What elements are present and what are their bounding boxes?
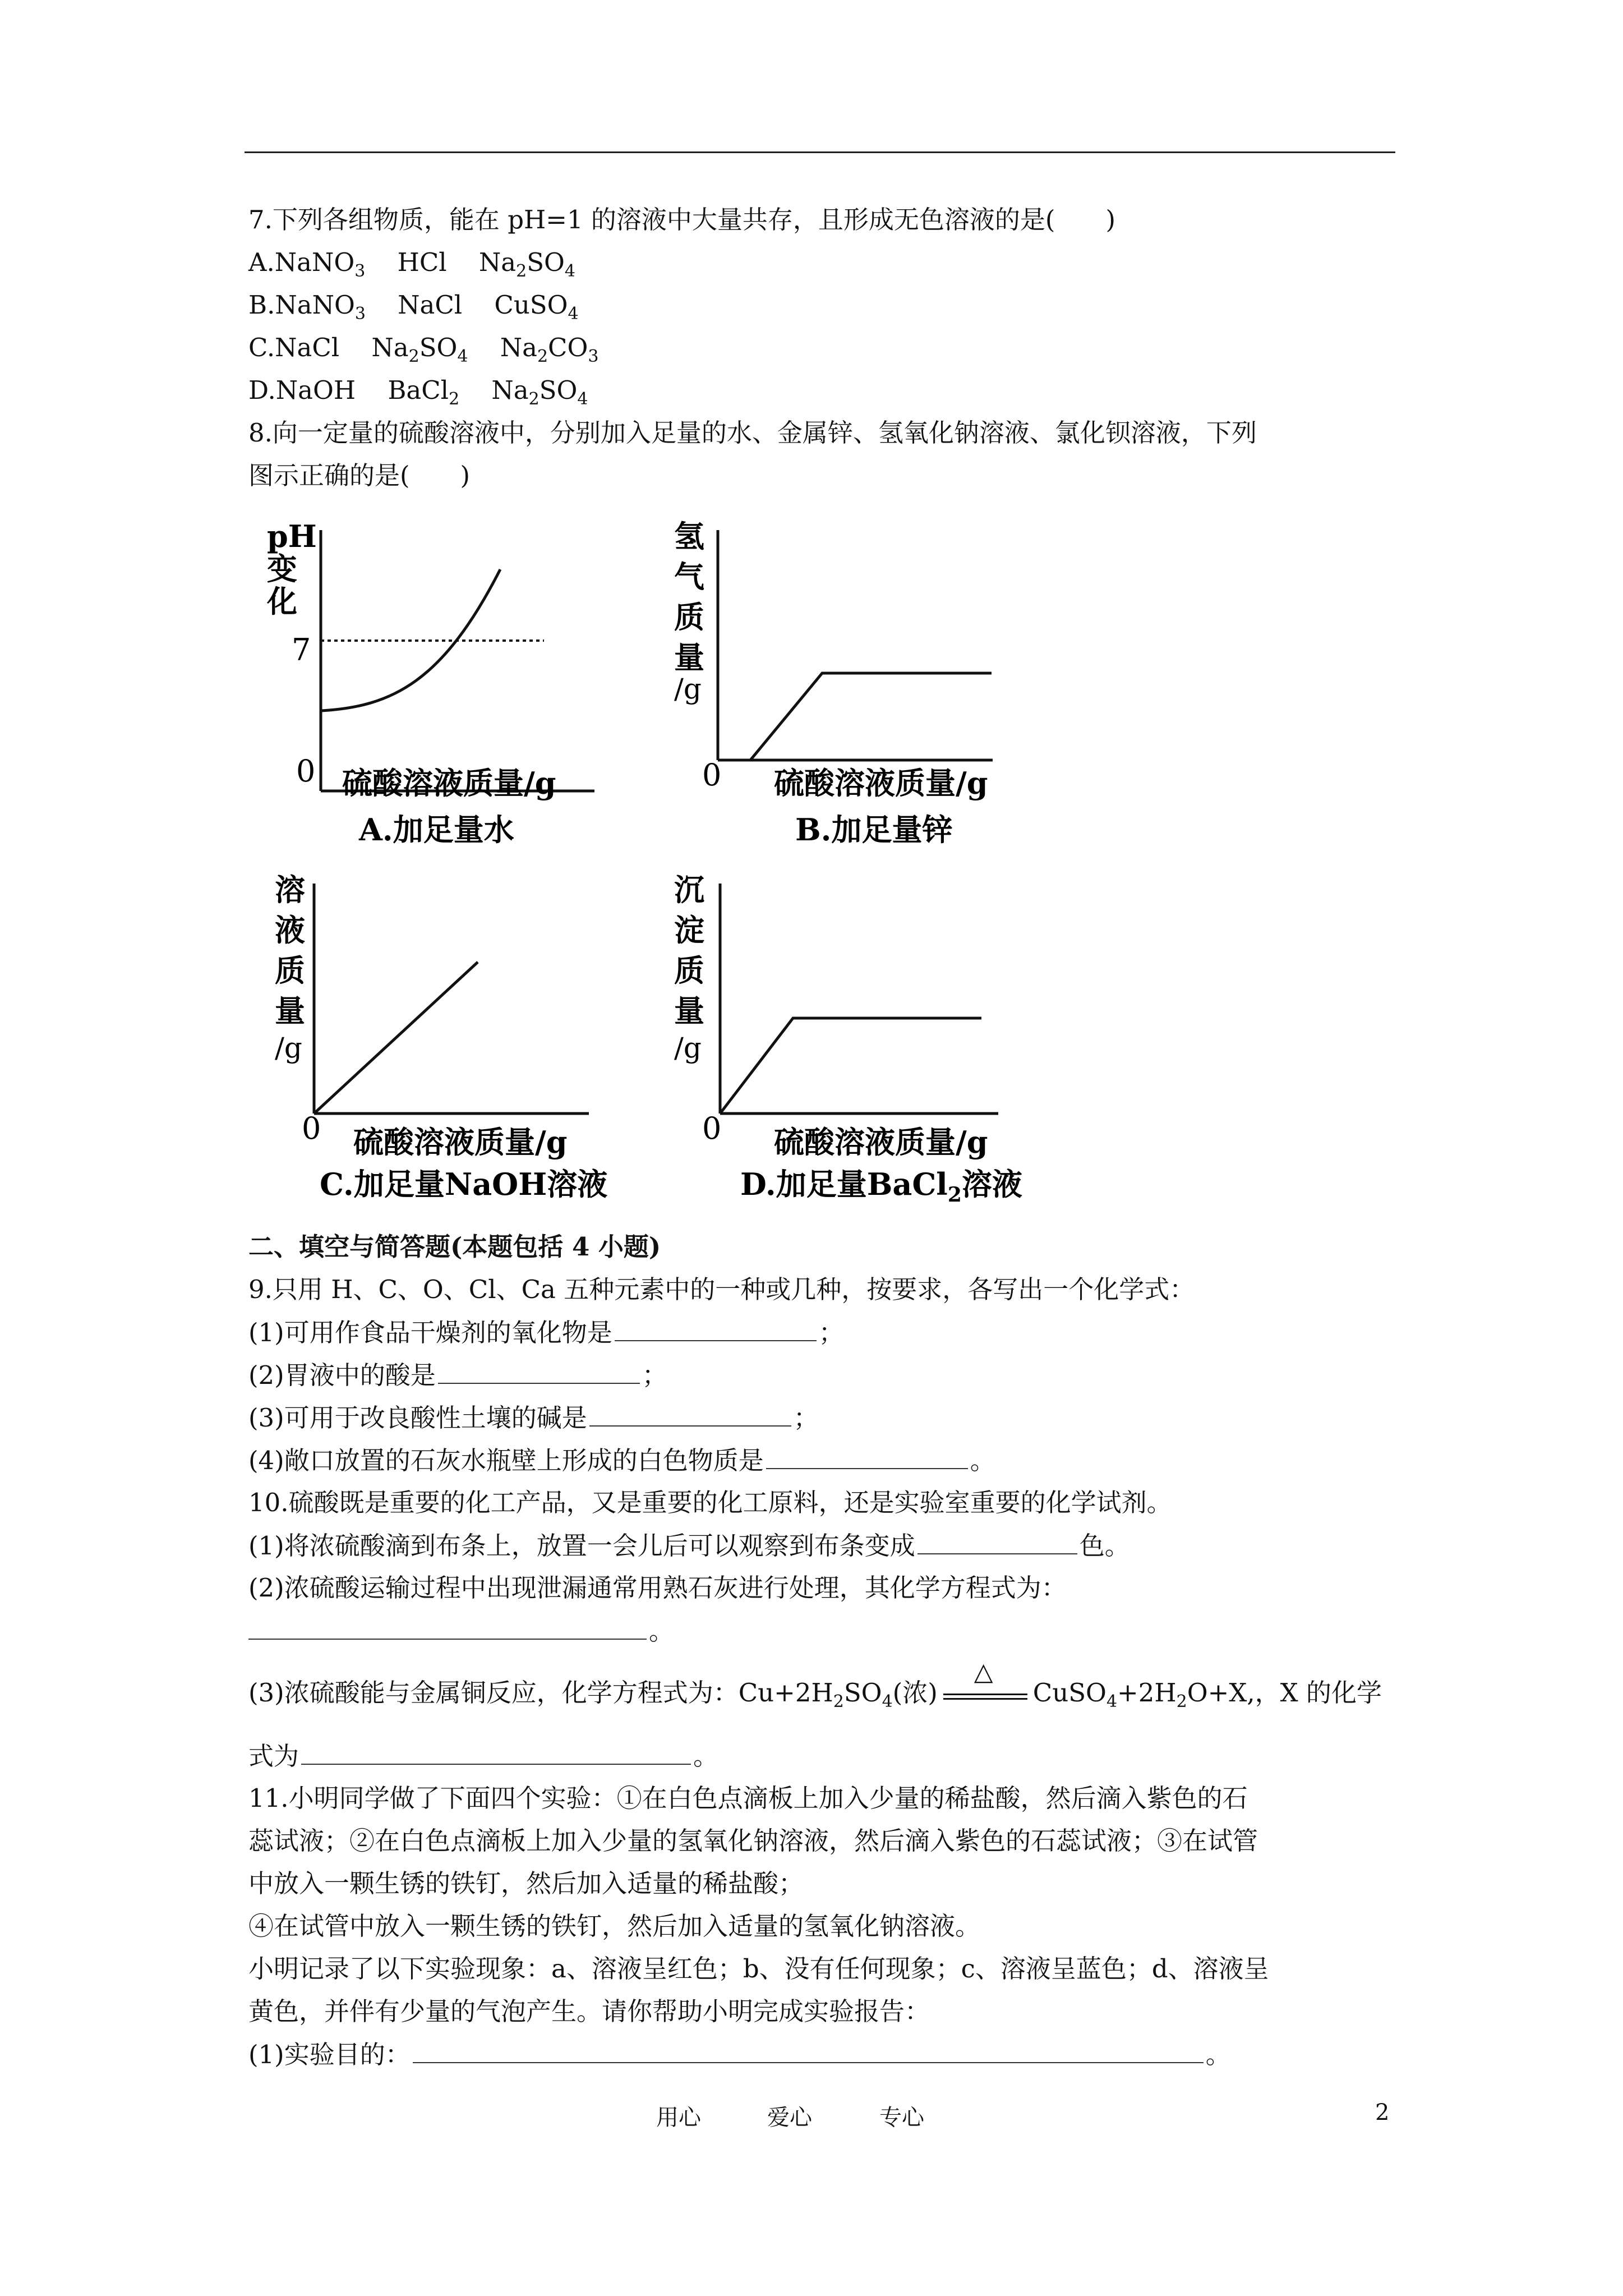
figure-a-ylabel-2: 变 — [267, 551, 297, 587]
figure-b-ylabel-1: 氢 — [674, 518, 704, 554]
figure-a-caption: A.加足量水 — [359, 812, 514, 848]
figure-c-origin: 0 — [302, 1111, 321, 1146]
q9-blank-2[interactable] — [438, 1358, 640, 1384]
page-number: 2 — [1375, 2100, 1390, 2125]
footer-motto-1: 用心 — [656, 2105, 701, 2131]
figure-a-ylabel-3: 化 — [267, 583, 297, 619]
q11-line-4: ④在试管中放入一颗生锈的铁钉，然后加入适量的氢氧化钠溶液。 — [248, 1911, 981, 1941]
figure-b-ylabel-4: 量 — [674, 639, 704, 675]
figure-b-ylabel-2: 气 — [674, 559, 704, 595]
figure-a-xlabel: 硫酸溶液质量/g — [342, 765, 556, 801]
figure-d — [667, 867, 1060, 1226]
figure-b-caption: B.加足量锌 — [795, 812, 953, 848]
q10-blank-3[interactable] — [301, 1739, 691, 1765]
figure-c-ylabel-4: 量 — [275, 993, 305, 1029]
footer-motto-2: 爱心 — [767, 2105, 812, 2131]
q9-item-2: (2)胃液中的酸是 ； — [248, 1358, 667, 1392]
q11-line-6: 黄色，并伴有少量的气泡产生。请你帮助小明完成实验报告： — [248, 1996, 930, 2026]
figure-d-ylabel-4: 量 — [674, 993, 704, 1029]
q9-blank-4[interactable] — [766, 1443, 968, 1469]
q10-stem: 10.硫酸既是重要的化工产品，又是重要的化工原料，还是实验室重要的化学试剂。 — [248, 1488, 1172, 1517]
figure-d-ylabel-1: 沉 — [674, 872, 704, 908]
q9-item-4: (4)敞口放置的石灰水瓶壁上形成的白色物质是 。 — [248, 1443, 995, 1478]
figure-c-xlabel: 硫酸溶液质量/g — [353, 1124, 568, 1160]
heating-condition — [943, 1658, 1027, 1703]
footer-motto-3: 专心 — [879, 2105, 924, 2131]
figure-d-ylabel-unit: /g — [674, 1032, 702, 1064]
figure-a — [258, 513, 606, 861]
figure-b — [667, 513, 1038, 861]
figure-a-tick-7: 7 — [292, 632, 311, 668]
figure-d-caption: D.加足量BaCl$_2$溶液 — [740, 1166, 1022, 1207]
figure-c-ylabel-3: 质 — [275, 953, 305, 988]
q10-blank-2[interactable] — [248, 1614, 647, 1640]
figure-b-ylabel-3: 质 — [674, 599, 704, 635]
q7-option-b: B.NaNO$_3$ NaCl CuSO$_4$ — [248, 290, 579, 324]
q10-part-3: (3)浓硫酸能与金属铜反应，化学方程式为：$Cu+2H_2SO_4$(浓) △ $CuSO_4+2H_2O+X$,，X 的化学 — [248, 1658, 1382, 1711]
figure-c-solution-line — [314, 962, 478, 1114]
figure-c-ylabel-2: 液 — [275, 912, 305, 948]
figure-c-ylabel-unit: /g — [275, 1032, 302, 1064]
figure-c — [258, 867, 628, 1226]
figure-a-origin: 0 — [296, 753, 316, 789]
q11-blank-purpose[interactable] — [413, 2037, 1204, 2063]
q11-line-3: 中放入一颗生锈的铁钉，然后加入适量的稀盐酸； — [248, 1869, 804, 1898]
q9-item-1: (1)可用作食品干燥剂的氧化物是 ； — [248, 1315, 844, 1350]
figure-c-caption: C.加足量NaOH溶液 — [320, 1166, 608, 1202]
q7-option-c: C.NaCl $Na_2SO_4$ $Na_2CO_3$ — [248, 333, 599, 366]
q9-blank-1[interactable] — [615, 1315, 817, 1341]
q10-part-3-line2: 式为 。 — [248, 1739, 718, 1773]
q9-item-3: (3)可用于改良酸性土壤的碱是 ； — [248, 1401, 819, 1435]
figure-d-ylabel-3: 质 — [674, 953, 704, 988]
figure-b-hydrogen-line — [750, 673, 992, 760]
q7-stem: 7.下列各组物质，能在 pH=1 的溶液中大量共存，且形成无色溶液的是( ) — [248, 205, 1116, 234]
figure-d-precipitate-line — [720, 1018, 981, 1114]
figure-b-xlabel: 硫酸溶液质量/g — [774, 765, 988, 801]
q11-line-7: (1)实验目的： 。 — [248, 2037, 1231, 2072]
q7-option-a: A.NaNO$_3$ HCl $Na_2SO_4$ — [248, 247, 576, 281]
q11-line-5: 小明记录了以下实验现象：a、溶液呈红色；b、没有任何现象；c、溶液呈蓝色；d、溶液呈 — [248, 1954, 1269, 1984]
q10-part-1: (1)将浓硫酸滴到布条上，放置一会儿后可以观察到布条变成 色。 — [248, 1529, 1130, 1563]
q10-part-2-answer: 。 — [248, 1614, 674, 1648]
figure-d-ylabel-2: 淀 — [674, 912, 704, 948]
figure-b-origin: 0 — [702, 757, 722, 793]
figure-d-origin: 0 — [702, 1111, 722, 1146]
q10-blank-1[interactable] — [917, 1529, 1077, 1554]
q11-line-2: 蕊试液；②在白色点滴板上加入少量的氢氧化钠溶液，然后滴入紫色的石蕊试液；③在试管 — [248, 1826, 1258, 1856]
figure-c-ylabel-1: 溶 — [275, 872, 305, 908]
heating-triangle: △ — [974, 1658, 993, 1686]
q7-option-d: D.NaOH BaCl$_2$ $Na_2SO_4$ — [248, 375, 588, 409]
figure-b-ylabel-unit: /g — [674, 673, 702, 705]
section-2-title: 二、填空与简答题(本题包括 4 小题) — [248, 1232, 661, 1262]
q8-stem-line1: 8.向一定量的硫酸溶液中，分别加入足量的水、金属锌、氢氧化钠溶液、氯化钡溶液，下列 — [248, 418, 1257, 448]
q9-blank-3[interactable] — [589, 1401, 791, 1427]
q8-stem-line2: 图示正确的是( ) — [248, 461, 471, 490]
figure-a-ylabel-1: pH — [267, 518, 317, 554]
figure-d-xlabel: 硫酸溶液质量/g — [774, 1124, 988, 1160]
q11-line-1: 11.小明同学做了下面四个实验：①在白色点滴板上加入少量的稀盐酸，然后滴入紫色的石 — [248, 1783, 1248, 1813]
q10-part-2: (2)浓硫酸运输过程中出现泄漏通常用熟石灰进行处理，其化学方程式为： — [248, 1573, 1067, 1603]
q9-stem: 9.只用 H、C、O、Cl、Ca 五种元素中的一种或几种，按要求，各写出一个化学式： — [248, 1274, 1195, 1304]
header-rule — [245, 151, 1395, 153]
